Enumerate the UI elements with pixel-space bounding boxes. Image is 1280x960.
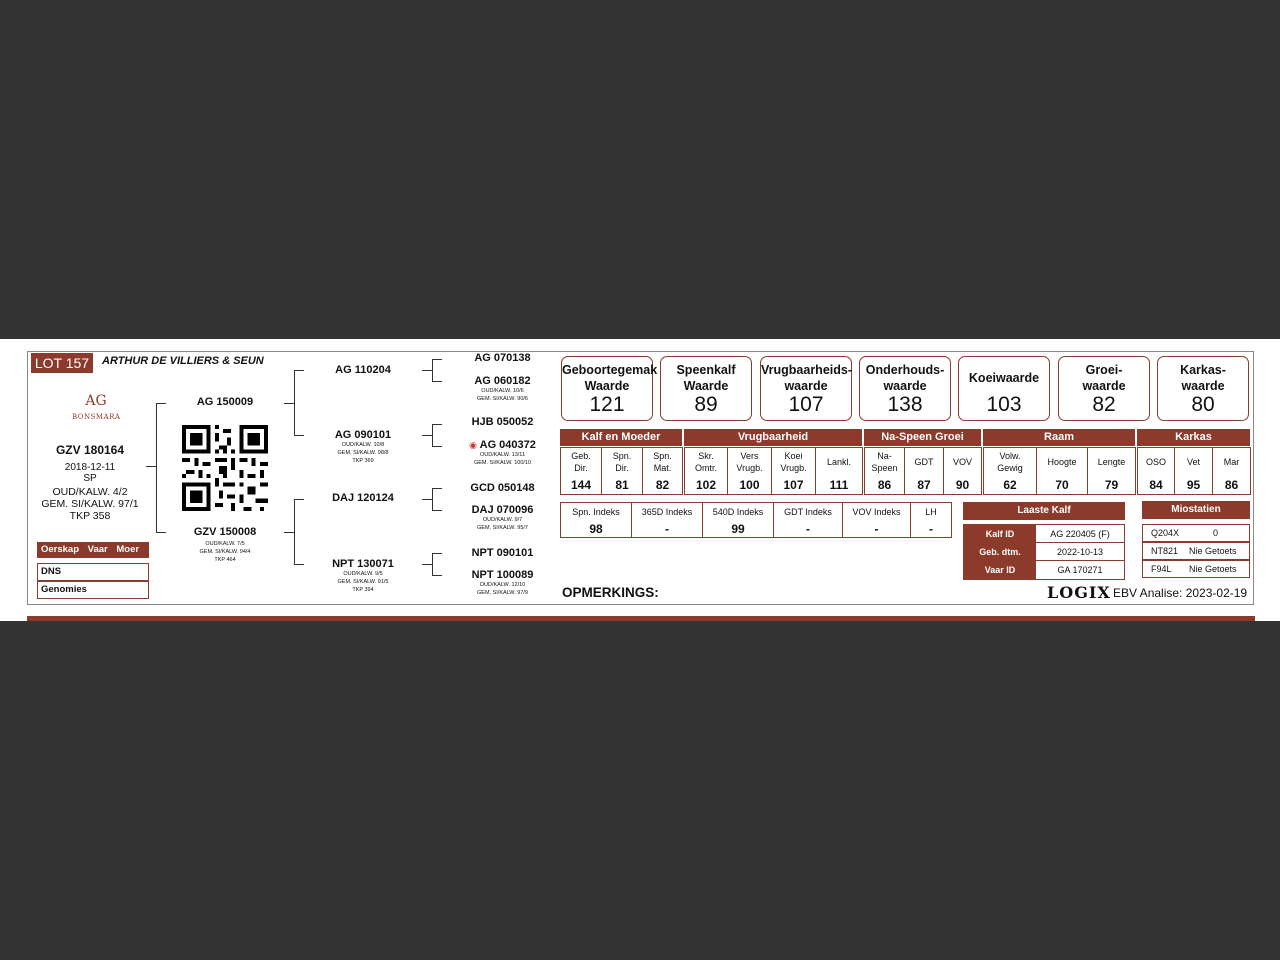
ebv-box-geboortegemak bbox=[561, 356, 658, 421]
animal-oud-kalw: OUD/KALW. 4/2 bbox=[52, 486, 128, 498]
myostatin-value: 0 bbox=[1213, 528, 1219, 538]
category-vrugbaarheid: Vrugbaarheid bbox=[684, 429, 862, 446]
ebv-cell bbox=[602, 448, 643, 494]
dam-oud-kalw: OUD/KALW. 7/5 bbox=[205, 541, 245, 547]
index-label: VOV Indeks bbox=[852, 507, 901, 517]
last-calf-value: GA 170271 bbox=[1057, 565, 1103, 575]
cell-label: Skr. bbox=[698, 451, 714, 461]
myostatin-gene: Q204X bbox=[1151, 528, 1180, 538]
cell-value: 79 bbox=[1104, 478, 1119, 492]
index-label: GDT Indeks bbox=[784, 507, 832, 517]
ggp-ssd-block bbox=[455, 375, 550, 403]
logix-logo: LOGIX bbox=[1047, 583, 1111, 602]
cell-label: Vers bbox=[740, 451, 759, 461]
index-cell bbox=[561, 503, 632, 537]
ped-line bbox=[432, 553, 442, 554]
ebv-cell bbox=[1088, 448, 1135, 494]
ownership-col-moer: Moer bbox=[116, 544, 140, 555]
ped-line bbox=[146, 466, 156, 467]
index-value: 98 bbox=[589, 522, 603, 536]
bonsmara-logo bbox=[72, 383, 120, 425]
ped-line bbox=[432, 359, 433, 382]
sire-dam-tkp: TKP 369 bbox=[352, 458, 374, 464]
cell-label2: Vrugb. bbox=[736, 463, 763, 473]
ped-line bbox=[156, 532, 166, 533]
ped-line bbox=[432, 381, 442, 382]
category-raam: Raam bbox=[983, 429, 1135, 446]
table-raam bbox=[983, 447, 1136, 495]
ebv-label-line2: waarde bbox=[784, 379, 828, 393]
ebv-box-vrugbaarheid bbox=[760, 356, 852, 421]
animal-sp: SP bbox=[83, 473, 97, 484]
dam-sire-id: DAJ 120124 bbox=[332, 492, 394, 504]
ebv-cell bbox=[1175, 448, 1213, 494]
ebv-cell bbox=[865, 448, 905, 494]
ebv-label-line1: Karkas- bbox=[1180, 363, 1226, 377]
cell-label: VOV bbox=[952, 457, 972, 467]
ggp-dsd-gem-si: GEM. SI/KALW. 95/7 bbox=[477, 525, 528, 531]
index-cell bbox=[774, 503, 843, 537]
dam-dam-block bbox=[313, 558, 413, 594]
dam-tkp: TKP 464 bbox=[214, 557, 236, 563]
cell-value: 87 bbox=[917, 478, 931, 492]
ebv-cell bbox=[984, 448, 1037, 494]
qr-code-icon bbox=[182, 425, 268, 511]
index-table bbox=[560, 502, 952, 538]
category-karkas: Karkas bbox=[1137, 429, 1250, 446]
ggp-sdd-id-text: AG 040372 bbox=[479, 439, 536, 451]
ped-line bbox=[432, 424, 433, 447]
myostatin-row bbox=[1142, 524, 1250, 542]
ebv-label-line1: Speenkalf bbox=[676, 363, 736, 377]
ggp-ddd-block bbox=[455, 569, 550, 597]
cell-label: Na- bbox=[877, 451, 892, 461]
ped-line bbox=[432, 575, 442, 576]
ggp-sdd-block bbox=[455, 439, 550, 467]
cell-value: 86 bbox=[877, 478, 892, 492]
cell-value: 100 bbox=[739, 478, 760, 492]
table-kalf-en-moeder bbox=[560, 447, 683, 495]
dam-dam-gem-si: GEM. SI/KALW. 91/5 bbox=[337, 579, 389, 585]
index-cell bbox=[911, 503, 951, 537]
index-value: 99 bbox=[731, 522, 745, 536]
dam-dam-oud-kalw: OUD/KALW. 9/5 bbox=[343, 571, 383, 577]
ggp-sdd-oud-kalw: OUD/KALW. 13/11 bbox=[479, 452, 526, 458]
ownership-row-dns: DNS bbox=[37, 563, 149, 581]
last-calf-title: Laaste Kalf bbox=[963, 502, 1125, 520]
cell-label2: Dir. bbox=[574, 463, 588, 473]
ownership-col-oerskap: Oerskap bbox=[41, 544, 80, 555]
cell-label2: Vrugb. bbox=[780, 463, 807, 473]
ped-line bbox=[294, 435, 304, 436]
ped-line bbox=[432, 553, 433, 576]
ped-line bbox=[432, 488, 442, 489]
ped-line bbox=[432, 359, 442, 360]
cell-label2: Gewig bbox=[997, 463, 1023, 473]
cell-value: 90 bbox=[955, 478, 970, 492]
table-vrugbaarheid bbox=[684, 447, 863, 495]
logo-text: BONSMARA bbox=[72, 413, 121, 421]
ebv-label-line1: Koeiwaarde bbox=[968, 371, 1040, 385]
cell-value: 107 bbox=[783, 478, 804, 492]
ggp-dds-id: NPT 090101 bbox=[471, 547, 534, 559]
ebv-label-line1: Vrugbaarheids- bbox=[761, 363, 852, 377]
ggp-dsd-oud-kalw: OUD/KALW. 9/7 bbox=[482, 517, 523, 523]
ebv-label-line1: Groei- bbox=[1085, 363, 1123, 377]
myostatin-value: Nie Getoets bbox=[1189, 564, 1237, 574]
ped-line bbox=[156, 403, 166, 404]
myostatin-gene: NT821 bbox=[1151, 546, 1179, 556]
ped-line bbox=[422, 499, 432, 500]
ebv-cell bbox=[905, 448, 944, 494]
ped-line bbox=[294, 499, 295, 565]
ggp-dsd-block bbox=[455, 504, 550, 532]
ebv-label-line1: Onderhouds- bbox=[865, 363, 945, 377]
ggp-dss-id: GCD 050148 bbox=[470, 482, 535, 494]
animal-tkp: TKP 358 bbox=[69, 510, 111, 522]
ggp-ddd-oud-kalw: OUD/KALW. 12/10 bbox=[479, 582, 526, 588]
ownership-col-vaar: Vaar bbox=[87, 544, 108, 555]
dam-id: GZV 150008 bbox=[193, 526, 257, 538]
cell-label2: Dir. bbox=[615, 463, 629, 473]
ebv-value: 138 bbox=[887, 393, 923, 416]
ebv-value: 89 bbox=[694, 393, 718, 416]
ggp-ssd-oud-kalw: OUD/KALW. 10/6 bbox=[481, 388, 524, 394]
index-value: - bbox=[665, 522, 669, 536]
ggp-ssd-gem-si: GEM. SI/KALW. 90/6 bbox=[477, 396, 528, 402]
ebv-cell bbox=[728, 448, 772, 494]
cell-label: Lankl. bbox=[826, 457, 852, 467]
ebv-value: 82 bbox=[1092, 393, 1116, 416]
ebv-analysis-date: EBV Analise: 2023-02-19 bbox=[1113, 586, 1248, 600]
category-na-speen-groei: Na-Speen Groei bbox=[864, 429, 981, 446]
index-value: - bbox=[874, 522, 879, 536]
sire-dam-gem-si: GEM. SI/KALW. 98/8 bbox=[337, 450, 389, 456]
ebv-label-line2: Waarde bbox=[683, 379, 729, 393]
ped-line bbox=[294, 370, 304, 371]
ped-line bbox=[422, 370, 432, 371]
cell-value: 95 bbox=[1186, 478, 1201, 492]
myostatin-row bbox=[1142, 542, 1250, 560]
ped-line bbox=[422, 564, 432, 565]
ped-line bbox=[432, 510, 442, 511]
cell-label: Vet bbox=[1186, 457, 1200, 467]
cell-value: 86 bbox=[1224, 478, 1239, 492]
cell-value: 111 bbox=[829, 478, 849, 492]
lot-number: LOT 157 bbox=[31, 353, 93, 373]
ggp-ddd-gem-si: GEM. SI/KALW. 97/9 bbox=[477, 590, 528, 596]
ebv-cell bbox=[685, 448, 728, 494]
dam-dam-tkp: TKP 394 bbox=[352, 587, 374, 593]
last-calf-value: AG 220405 (F) bbox=[1036, 525, 1124, 543]
cell-label2: Speen bbox=[871, 463, 898, 473]
sire-id: AG 150009 bbox=[196, 396, 254, 408]
index-label: 365D Indeks bbox=[641, 507, 693, 517]
ebv-label-line2: Waarde bbox=[584, 379, 630, 393]
index-cell bbox=[703, 503, 774, 537]
ggp-dsd-id: DAJ 070096 bbox=[471, 504, 534, 516]
myostatin-title: Miostatien bbox=[1142, 501, 1250, 519]
cell-label: GDT bbox=[914, 457, 934, 467]
ped-line bbox=[422, 435, 432, 436]
index-label: LH bbox=[925, 507, 937, 517]
ggp-sds-id: HJB 050052 bbox=[471, 416, 534, 428]
dam-block bbox=[175, 526, 275, 564]
genomic-marker-icon: ◉ bbox=[469, 440, 477, 450]
index-value: - bbox=[929, 522, 933, 536]
ownership-row-genomies: Genomies bbox=[37, 581, 149, 599]
sire-dam-oud-kalw: OUD/KALW. 10/8 bbox=[341, 442, 385, 448]
cell-label2: Omtr. bbox=[695, 463, 717, 473]
sire-dam-id: AG 090101 bbox=[334, 429, 392, 441]
ebv-cell bbox=[643, 448, 682, 494]
ggp-ddd-id: NPT 100089 bbox=[471, 569, 534, 581]
cell-label: Spn. bbox=[612, 451, 632, 461]
animal-birth-date: 2018-12-11 bbox=[64, 462, 116, 473]
ownership-header bbox=[37, 542, 149, 558]
index-label: 540D Indeks bbox=[712, 507, 764, 517]
ebv-box-karkas bbox=[1157, 356, 1249, 421]
ebv-box-onderhouds bbox=[859, 356, 951, 421]
ped-line bbox=[432, 446, 442, 447]
cell-value: 82 bbox=[655, 478, 670, 492]
ggp-ssd-id: AG 060182 bbox=[474, 375, 531, 387]
cell-label: Volw. bbox=[999, 451, 1021, 461]
last-calf-value: 2022-10-13 bbox=[1036, 543, 1124, 561]
last-calf-label-col bbox=[964, 525, 1036, 579]
table-karkas bbox=[1137, 447, 1251, 495]
ebv-box-groei bbox=[1058, 356, 1150, 421]
ggp-sdd-id bbox=[455, 439, 550, 451]
ebv-value: 80 bbox=[1191, 393, 1215, 416]
last-calf-label: Geb. dtm. bbox=[979, 547, 1021, 557]
ebv-label-line2: waarde bbox=[883, 379, 927, 393]
index-cell bbox=[843, 503, 911, 537]
ggp-sdd-gem-si: GEM. SI/KALW. 100/10 bbox=[473, 460, 532, 466]
ebv-cell bbox=[561, 448, 602, 494]
myostatin-row bbox=[1142, 560, 1250, 578]
index-label: Spn. Indeks bbox=[572, 507, 620, 517]
lot-card bbox=[0, 339, 1280, 621]
cell-value: 102 bbox=[695, 478, 717, 492]
cell-value: 144 bbox=[570, 478, 592, 492]
last-calf-label: Vaar ID bbox=[984, 565, 1016, 575]
ebv-cell bbox=[772, 448, 816, 494]
ped-line bbox=[284, 532, 294, 533]
last-calf-value-col bbox=[1036, 525, 1124, 579]
ped-line bbox=[284, 403, 294, 404]
myostatin-gene: F94L bbox=[1151, 564, 1172, 574]
ebv-box-speenkalf bbox=[660, 356, 752, 421]
cell-value: 84 bbox=[1149, 478, 1163, 492]
ped-line bbox=[156, 403, 157, 533]
owner-name: ARTHUR DE VILLIERS & SEUN bbox=[102, 355, 264, 367]
cell-label: Mar bbox=[1223, 457, 1240, 467]
ped-line bbox=[432, 424, 442, 425]
cell-label: Hoogte bbox=[1047, 457, 1077, 467]
ebv-label-line2: waarde bbox=[1082, 379, 1126, 393]
ggp-sss-id: AG 070138 bbox=[474, 352, 531, 364]
cell-value: 62 bbox=[1003, 478, 1017, 492]
ebv-cell bbox=[816, 448, 862, 494]
myostatin-value: Nie Getoets bbox=[1189, 546, 1237, 556]
ebv-value: 107 bbox=[788, 393, 824, 416]
ebv-box-koeiwaarde bbox=[958, 356, 1050, 421]
dam-gem-si: GEM. SI/KALW. 94/4 bbox=[199, 549, 251, 555]
ebv-cell bbox=[1037, 448, 1088, 494]
cell-label: Lengte bbox=[1097, 457, 1126, 467]
remarks-label: OPMERKINGS: bbox=[562, 585, 659, 600]
sire-sire-id: AG 110204 bbox=[335, 364, 391, 376]
cell-label: Spn. bbox=[653, 451, 672, 461]
animal-info bbox=[40, 443, 140, 522]
index-value: - bbox=[806, 522, 810, 536]
cell-label: OSO bbox=[1145, 457, 1166, 467]
ebv-cell bbox=[1213, 448, 1250, 494]
last-calf-table bbox=[963, 524, 1125, 580]
cell-label: Koei bbox=[784, 451, 803, 461]
ped-line bbox=[294, 564, 304, 565]
last-calf-label: Kalf ID bbox=[985, 529, 1015, 539]
ebv-cell bbox=[944, 448, 981, 494]
ebv-label-line1: Geboortegemak bbox=[562, 363, 658, 377]
ebv-label-line2: waarde bbox=[1181, 379, 1225, 393]
ebv-cell bbox=[1138, 448, 1175, 494]
animal-gem-si: GEM. SI/KALW. 97/1 bbox=[41, 498, 139, 510]
ped-line bbox=[294, 499, 304, 500]
sire-dam-block bbox=[313, 429, 413, 465]
cell-label2: Mat. bbox=[653, 463, 672, 473]
next-card-strip bbox=[27, 616, 1255, 621]
cell-label: Geb. bbox=[571, 451, 591, 461]
cell-value: 70 bbox=[1055, 478, 1069, 492]
index-cell bbox=[632, 503, 703, 537]
ped-line bbox=[294, 370, 295, 436]
cell-value: 81 bbox=[615, 478, 629, 492]
ped-line bbox=[432, 488, 433, 511]
logo-mark: AG bbox=[85, 393, 107, 409]
category-kalf-en-moeder: Kalf en Moeder bbox=[560, 429, 682, 446]
table-na-speen-groei bbox=[864, 447, 982, 495]
animal-id: GZV 180164 bbox=[55, 443, 125, 457]
ebv-value: 121 bbox=[589, 393, 625, 416]
ebv-value: 103 bbox=[986, 393, 1022, 416]
dam-dam-id: NPT 130071 bbox=[332, 558, 394, 570]
